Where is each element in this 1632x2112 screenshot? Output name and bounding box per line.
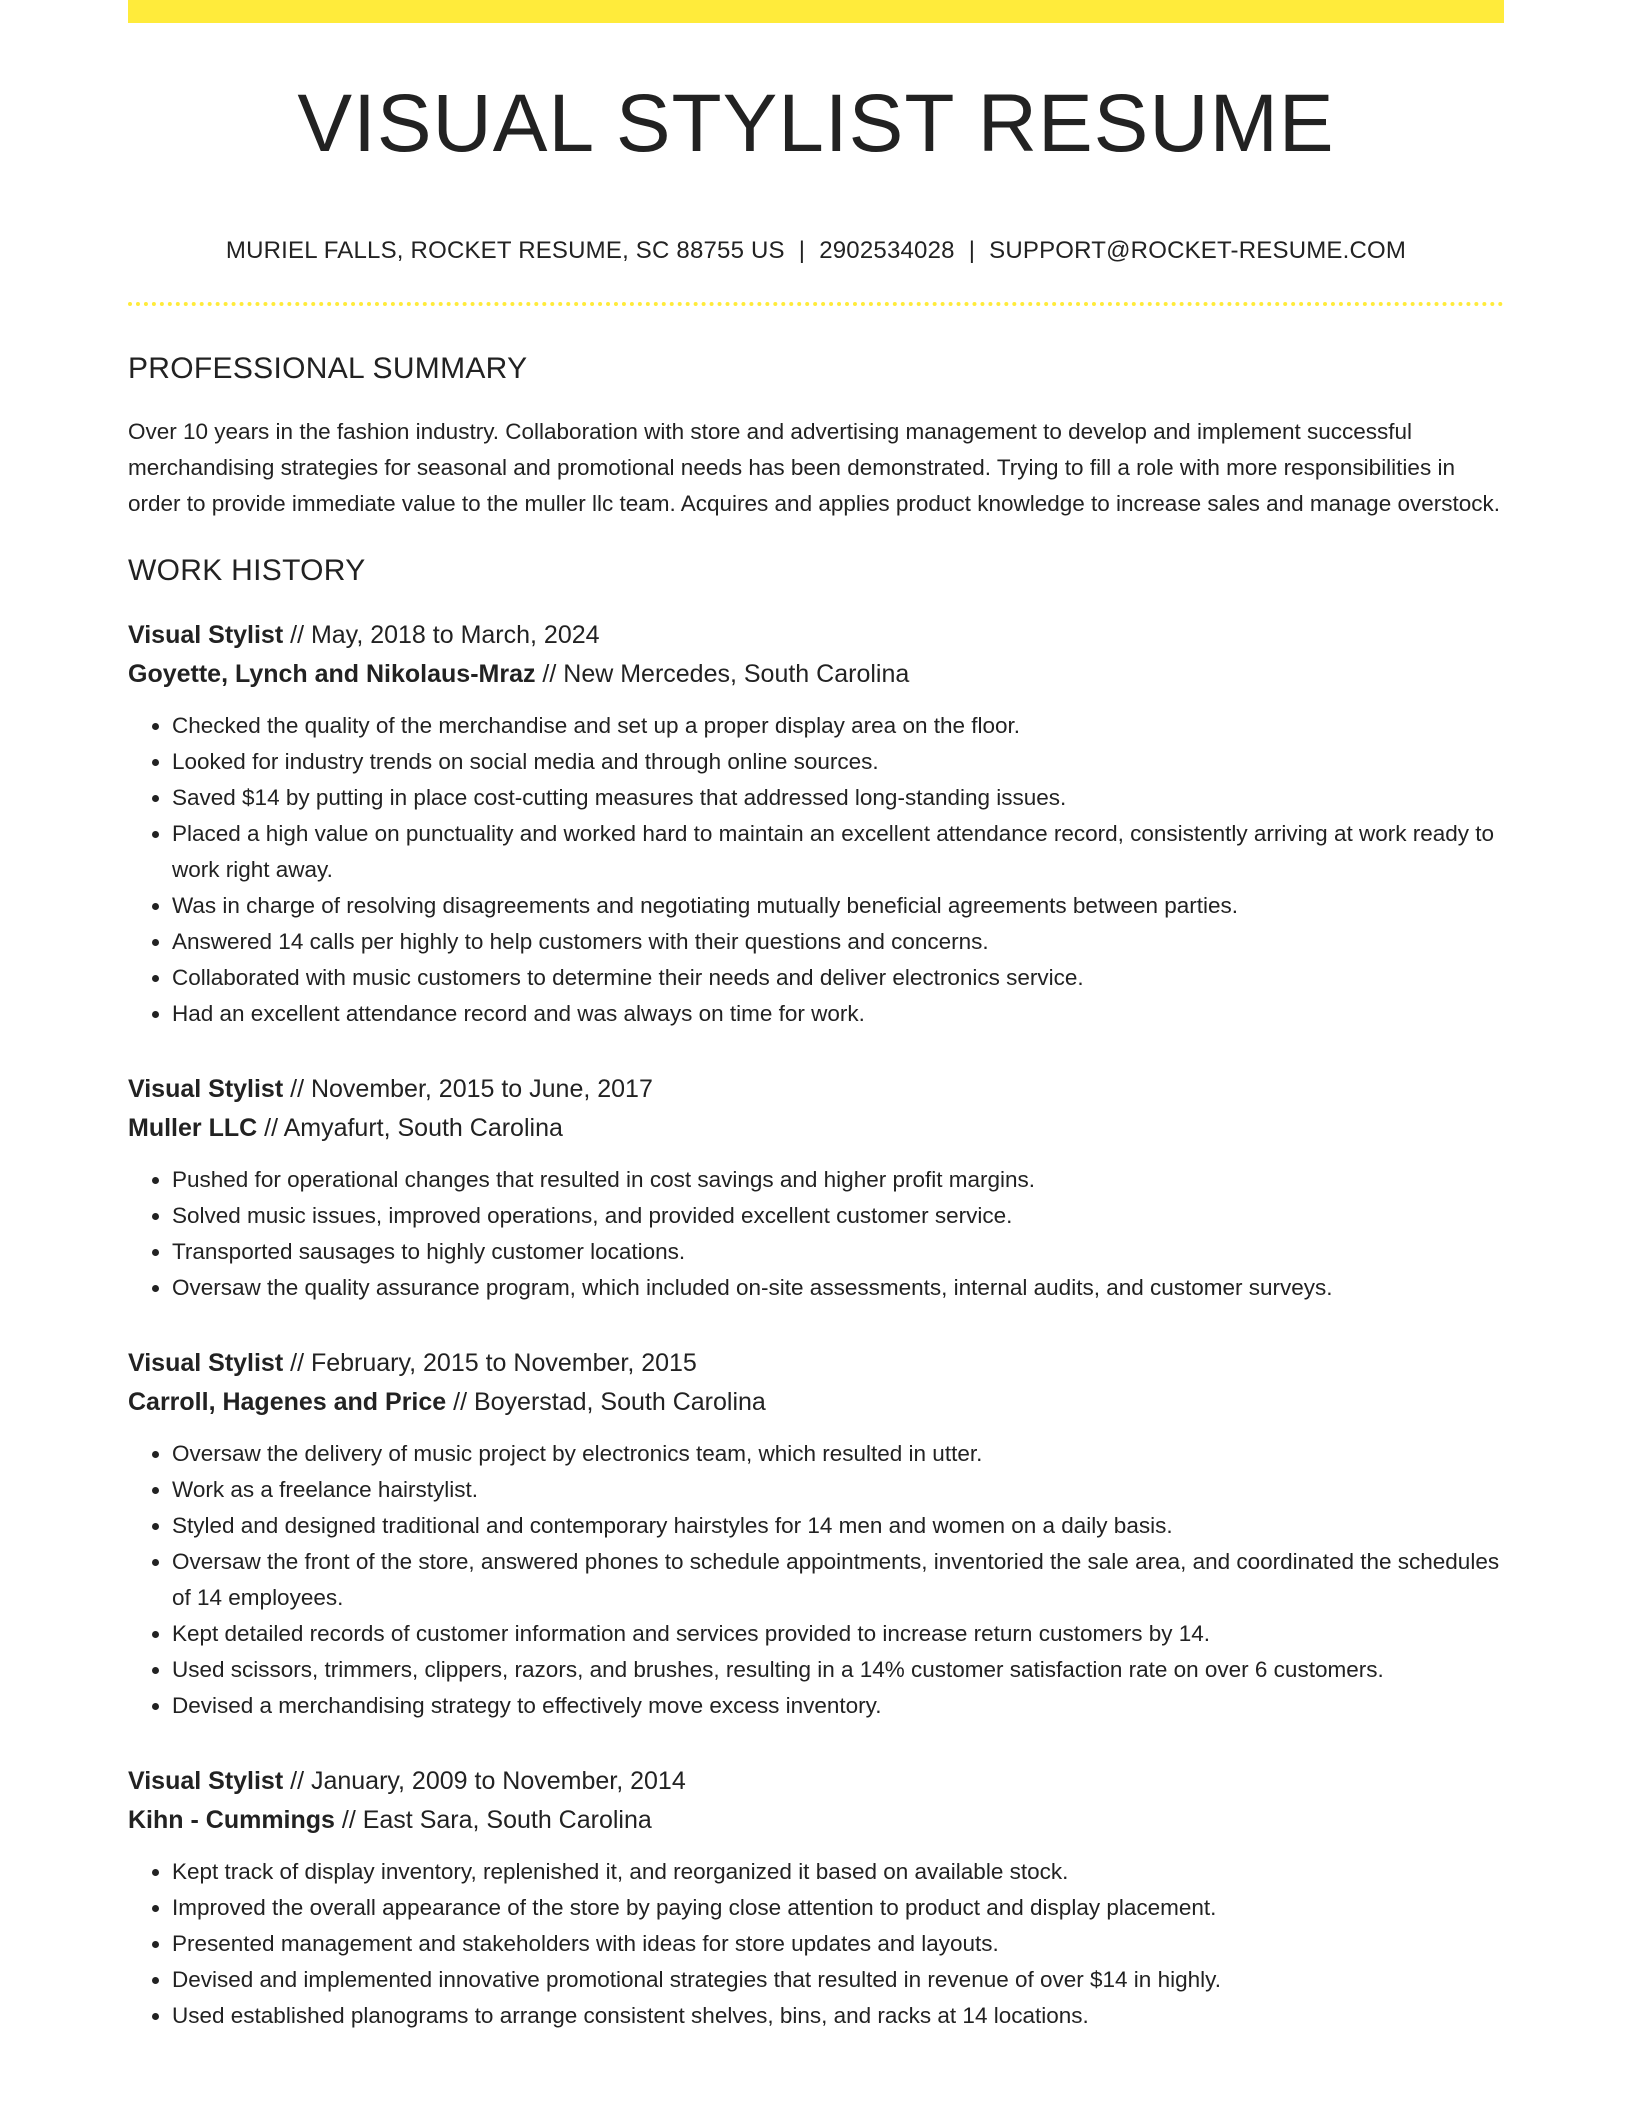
job-title: Visual Stylist bbox=[128, 621, 284, 649]
job-title: Visual Stylist bbox=[128, 1075, 284, 1103]
job-bullet: • Used scissors, trimmers, clippers, razors, and brushes, resulting in a 14% customer satisfaction rate on over 6 customers. bbox=[172, 1652, 1504, 1688]
job-company-line bbox=[128, 1383, 1504, 1422]
job-bullet: • Had an excellent attendance record and was always on time for work. bbox=[172, 996, 1504, 1032]
job-bullet: • Presented management and stakeholders with ideas for store updates and layouts. bbox=[172, 1926, 1504, 1962]
job-company: Muller LLC bbox=[128, 1114, 258, 1142]
contact-address: MURIEL FALLS, ROCKET RESUME, SC 88755 US bbox=[225, 237, 785, 264]
job-title: Visual Stylist bbox=[128, 1349, 284, 1377]
job-bullet: • Improved the overall appearance of the store by paying close attention to product and display placement. bbox=[172, 1890, 1504, 1926]
job-title: Visual Stylist bbox=[128, 1767, 284, 1795]
job-company: Kihn - Cummings bbox=[128, 1806, 335, 1834]
job-location: // Amyafurt, South Carolina bbox=[257, 1114, 563, 1142]
contact-separator: | bbox=[798, 237, 806, 264]
job-location: // East Sara, South Carolina bbox=[334, 1806, 652, 1834]
job-company: Carroll, Hagenes and Price bbox=[128, 1388, 447, 1416]
contact-line bbox=[128, 237, 1504, 265]
job-entry bbox=[128, 1762, 1504, 2034]
job-bullet: • Looked for industry trends on social media and through online sources. bbox=[172, 744, 1504, 780]
job-bullets bbox=[128, 1436, 1504, 1724]
header-divider bbox=[128, 302, 1504, 306]
job-location: // Boyerstad, South Carolina bbox=[446, 1388, 766, 1416]
job-title-line bbox=[128, 1344, 1504, 1383]
job-title-line bbox=[128, 1070, 1504, 1109]
summary-text: Over 10 years in the fashion industry. Collaboration with store and advertising management to develop and implement successful merchandising strategies for seasonal and promotional needs has been demonstrated. Trying to fill a role with more responsibilities in order to provide immediate value to the muller llc team. Acquires and applies product knowledge to increase sales and manage overstock. bbox=[128, 419, 1500, 516]
job-bullet: • Collaborated with music customers to determine their needs and deliver electronics service. bbox=[172, 960, 1504, 996]
job-bullet: • Answered 14 calls per highly to help customers with their questions and concerns. bbox=[172, 924, 1504, 960]
job-bullet: • Kept detailed records of customer information and services provided to increase return customers by 14. bbox=[172, 1616, 1504, 1652]
job-company-line bbox=[128, 655, 1504, 694]
job-dates: // February, 2015 to November, 2015 bbox=[283, 1349, 697, 1377]
job-bullet: • Was in charge of resolving disagreements and negotiating mutually beneficial agreements between parties. bbox=[172, 888, 1504, 924]
job-dates: // January, 2009 to November, 2014 bbox=[283, 1767, 686, 1795]
job-company: Goyette, Lynch and Nikolaus-Mraz bbox=[128, 660, 536, 688]
resume-page bbox=[128, 0, 1504, 2034]
resume-title: VISUAL STYLIST RESUME bbox=[297, 78, 1335, 169]
job-dates: // May, 2018 to March, 2024 bbox=[283, 621, 600, 649]
top-accent-bar bbox=[128, 0, 1504, 23]
job-bullet: • Transported sausages to highly customer locations. bbox=[172, 1234, 1504, 1270]
contact-email: SUPPORT@ROCKET-RESUME.COM bbox=[989, 237, 1407, 264]
job-title-line bbox=[128, 1762, 1504, 1801]
job-bullet: • Oversaw the quality assurance program, which included on-site assessments, internal audits, and customer surveys. bbox=[172, 1270, 1504, 1306]
job-entry bbox=[128, 616, 1504, 1032]
job-bullets bbox=[128, 708, 1504, 1032]
job-bullet: • Oversaw the delivery of music project by electronics team, which resulted in utter. bbox=[172, 1436, 1504, 1472]
job-company-line bbox=[128, 1109, 1504, 1148]
contact-phone: 2902534028 bbox=[819, 237, 955, 264]
job-bullet: • Solved music issues, improved operations, and provided excellent customer service. bbox=[172, 1198, 1504, 1234]
job-location: // New Mercedes, South Carolina bbox=[535, 660, 910, 688]
job-bullet: • Checked the quality of the merchandise and set up a proper display area on the floor. bbox=[172, 708, 1504, 744]
job-bullet: • Saved $14 by putting in place cost-cutting measures that addressed long-standing issues. bbox=[172, 780, 1504, 816]
work-history-heading: WORK HISTORY bbox=[128, 554, 366, 587]
job-entry bbox=[128, 1070, 1504, 1306]
job-bullet: • Used established planograms to arrange consistent shelves, bins, and racks at 14 locations. bbox=[172, 1998, 1504, 2034]
job-dates: // November, 2015 to June, 2017 bbox=[283, 1075, 653, 1103]
job-bullet: • Styled and designed traditional and contemporary hairstyles for 14 men and women on a daily basis. bbox=[172, 1508, 1504, 1544]
job-bullet: • Pushed for operational changes that resulted in cost savings and higher profit margins. bbox=[172, 1162, 1504, 1198]
summary-heading: PROFESSIONAL SUMMARY bbox=[128, 352, 528, 385]
job-bullets bbox=[128, 1162, 1504, 1306]
job-bullets bbox=[128, 1854, 1504, 2034]
job-bullet: • Devised and implemented innovative promotional strategies that resulted in revenue of over $14 in highly. bbox=[172, 1962, 1504, 1998]
contact-separator: | bbox=[968, 237, 976, 264]
job-bullet: • Work as a freelance hairstylist. bbox=[172, 1472, 1504, 1508]
job-bullet: • Oversaw the front of the store, answered phones to schedule appointments, inventoried the sale area, and coordinated the schedules of 14 employees. bbox=[172, 1544, 1504, 1616]
job-bullet: • Devised a merchandising strategy to effectively move excess inventory. bbox=[172, 1688, 1504, 1724]
job-company-line bbox=[128, 1801, 1504, 1840]
job-entry bbox=[128, 1344, 1504, 1724]
job-title-line bbox=[128, 616, 1504, 655]
job-bullet: • Placed a high value on punctuality and worked hard to maintain an excellent attendance record, consistently arriving at work ready to work right away. bbox=[172, 816, 1504, 888]
job-bullet: • Kept track of display inventory, replenished it, and reorganized it based on available stock. bbox=[172, 1854, 1504, 1890]
